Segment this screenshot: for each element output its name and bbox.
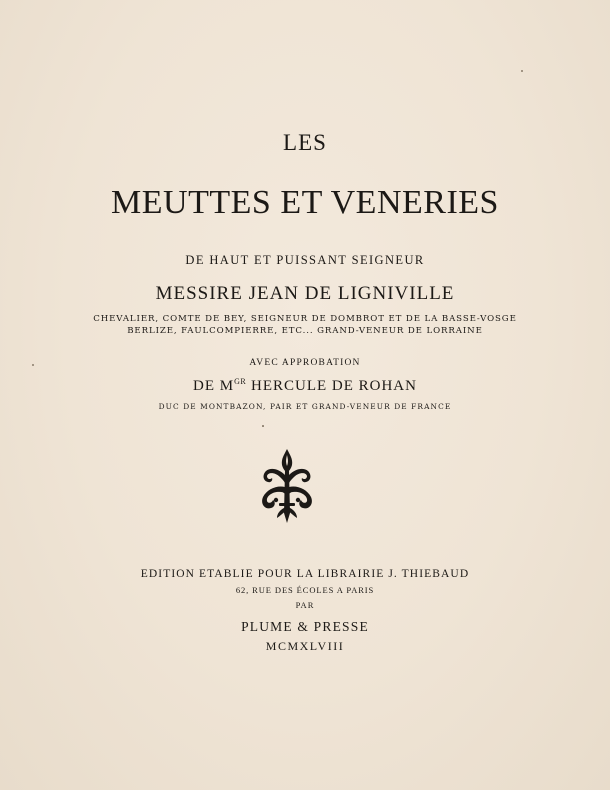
paper-speck <box>32 364 34 366</box>
title-les: LES <box>283 130 327 155</box>
publisher-name: PLUME & PRESSE <box>241 619 369 634</box>
paper-speck <box>521 70 523 72</box>
fleur-de-lis-icon <box>257 447 317 527</box>
author-titles-line-2: BERLIZE, FAULCOMPIERRE, ETC... GRAND-VENEUR DE LORRAINE <box>127 326 483 336</box>
author-titles-line-1: CHEVALIER, COMTE DE BEY, SEIGNEUR DE DOMBROT ET DE LA BASSE-VOSGE <box>93 314 517 324</box>
approbation-prefix: DE M <box>193 378 235 394</box>
edition-line: EDITION ETABLIE POUR LA LIBRAIRIE J. THIEBAUD <box>140 568 470 580</box>
subtitle: DE HAUT ET PUISSANT SEIGNEUR <box>185 253 425 267</box>
author-name: MESSIRE JEAN DE LIGNIVILLE <box>155 283 455 304</box>
main-title: MEUTTES ET VENERIES <box>111 184 499 221</box>
publication-year: MCMXLVIII <box>265 639 345 653</box>
approbation-label: AVEC APPROBATION <box>249 358 361 368</box>
approbation-person: HERCULE DE ROHAN <box>246 378 417 394</box>
approbation-name <box>0 377 610 395</box>
approbation-details: DUC DE MONTBAZON, PAIR ET GRAND-VENEUR DE FRANCE <box>158 402 452 411</box>
par-line: PAR <box>295 600 315 610</box>
paper-speck <box>262 425 264 427</box>
approbation-superscript: GR <box>234 377 247 386</box>
address-line: 62, RUE DES ÉCOLES A PARIS <box>235 585 375 595</box>
